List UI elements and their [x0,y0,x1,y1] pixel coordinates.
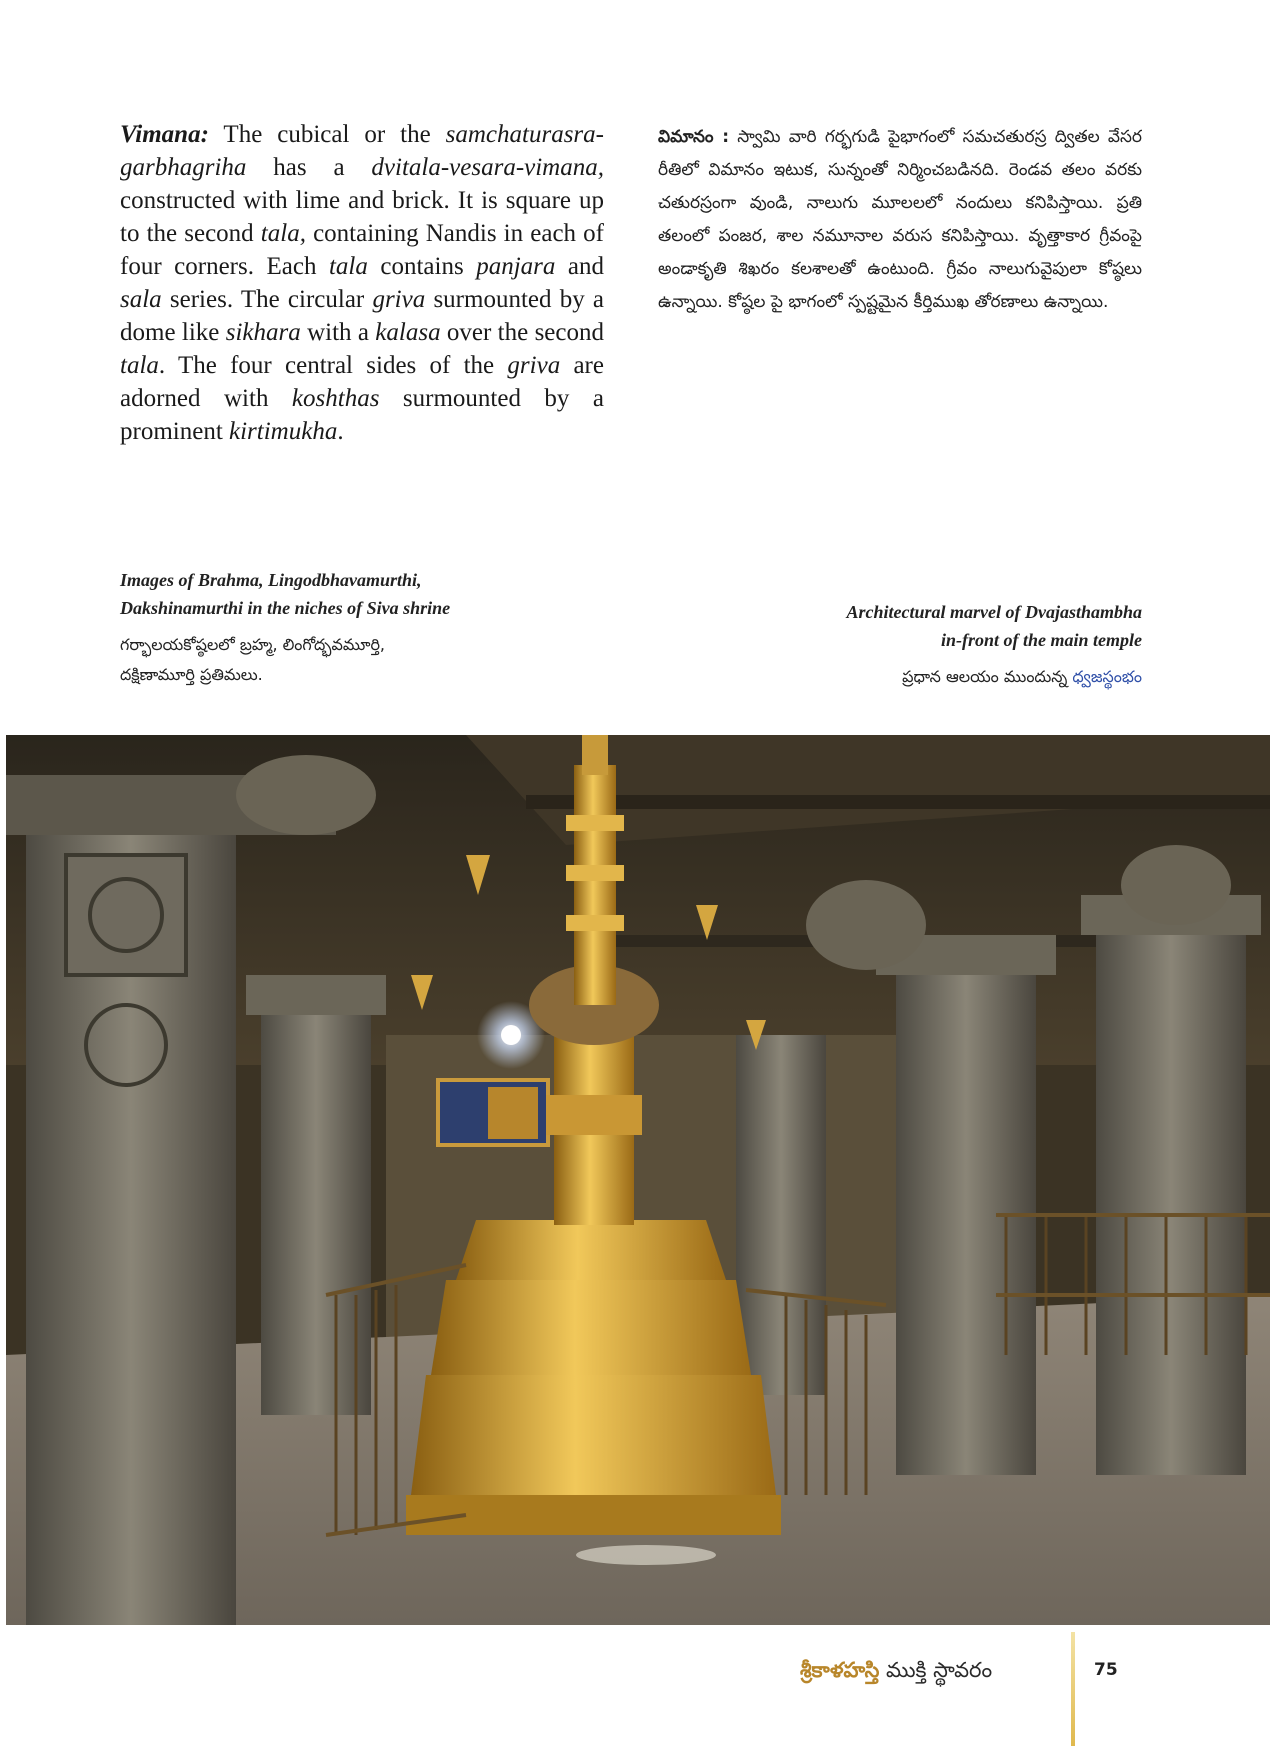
vimana-label: Vimana [120,121,201,148]
telugu-vimana-label: విమానం : [658,127,730,147]
telugu-body: స్వామి వారి గర్భగుడి పైభాగంలో సమచతురస్ర ద్వితల వేసర రీతిలో విమానం ఇటుక, సున్నంతో నిర్మించబడినది. రెండవ తలం వరకు చతురస్రంగా వుండి, నాలుగు మూలలలో నందులు కనిపిస్తాయి. ప్రతి తలంలో పంజర, శాల నమూనాల వరుస కనిపిస్తాయి. వృత్తాకార గ్రీవంపై అండాకృతి శిఖరం కలశాలతో ఉంటుంది. గ్రీవం నాలుగువైపులా కోష్ఠలు ఉన్నాయి. కోష్ఠల పై భాగంలో స్పష్టమైన కీర్తిముఖ తోరణాలు ఉన్నాయి. [658,127,1142,312]
caption-left [120,566,600,690]
dhvajasthambham-highlight: ధ్వజస్థంభం [1072,667,1142,686]
page-number: 75 [1094,1660,1118,1680]
footer-divider [1071,1632,1075,1746]
english-paragraph: Vimana: The cubical or the samchaturasra-garbhagriha has a dvitala-vesara-vimana, constructed with lime and brick. It is square up to the second tala, containing Nandis in each of four corners. Each tala contains panjara and sala series. The circular griva surmounted by a dome like sikhara with a kalasa over the second tala. The four central sides of the griva are adorned with koshthas surmounted by a prominent kirtimukha. [120,121,605,445]
footer-book-title: శ్రీకాళహస్తి ముక్తి స్థావరం [800,1658,993,1682]
caption-left-telugu: గర్భాలయకోష్ఠలలో బ్రహ్మ, లింగోద్భవమూర్తి, దక్షిణామూర్తి ప్రతిమలు. [120,635,386,684]
caption-left-english: Images of Brahma, Lingodbhavamurthi, Dakshinamurthi in the niches of Siva shrine [120,570,451,618]
temple-photo [6,735,1270,1625]
caption-right-telugu: ప్రధాన ఆలయం ముందున్న ధ్వజస్థంభం [902,667,1142,686]
caption-right-english: Architectural marvel of Dvajasthambha in-front of the main temple [846,602,1142,650]
caption-right [662,598,1142,692]
temple-photo-illustration [6,735,1270,1625]
telugu-paragraph [658,121,1142,319]
